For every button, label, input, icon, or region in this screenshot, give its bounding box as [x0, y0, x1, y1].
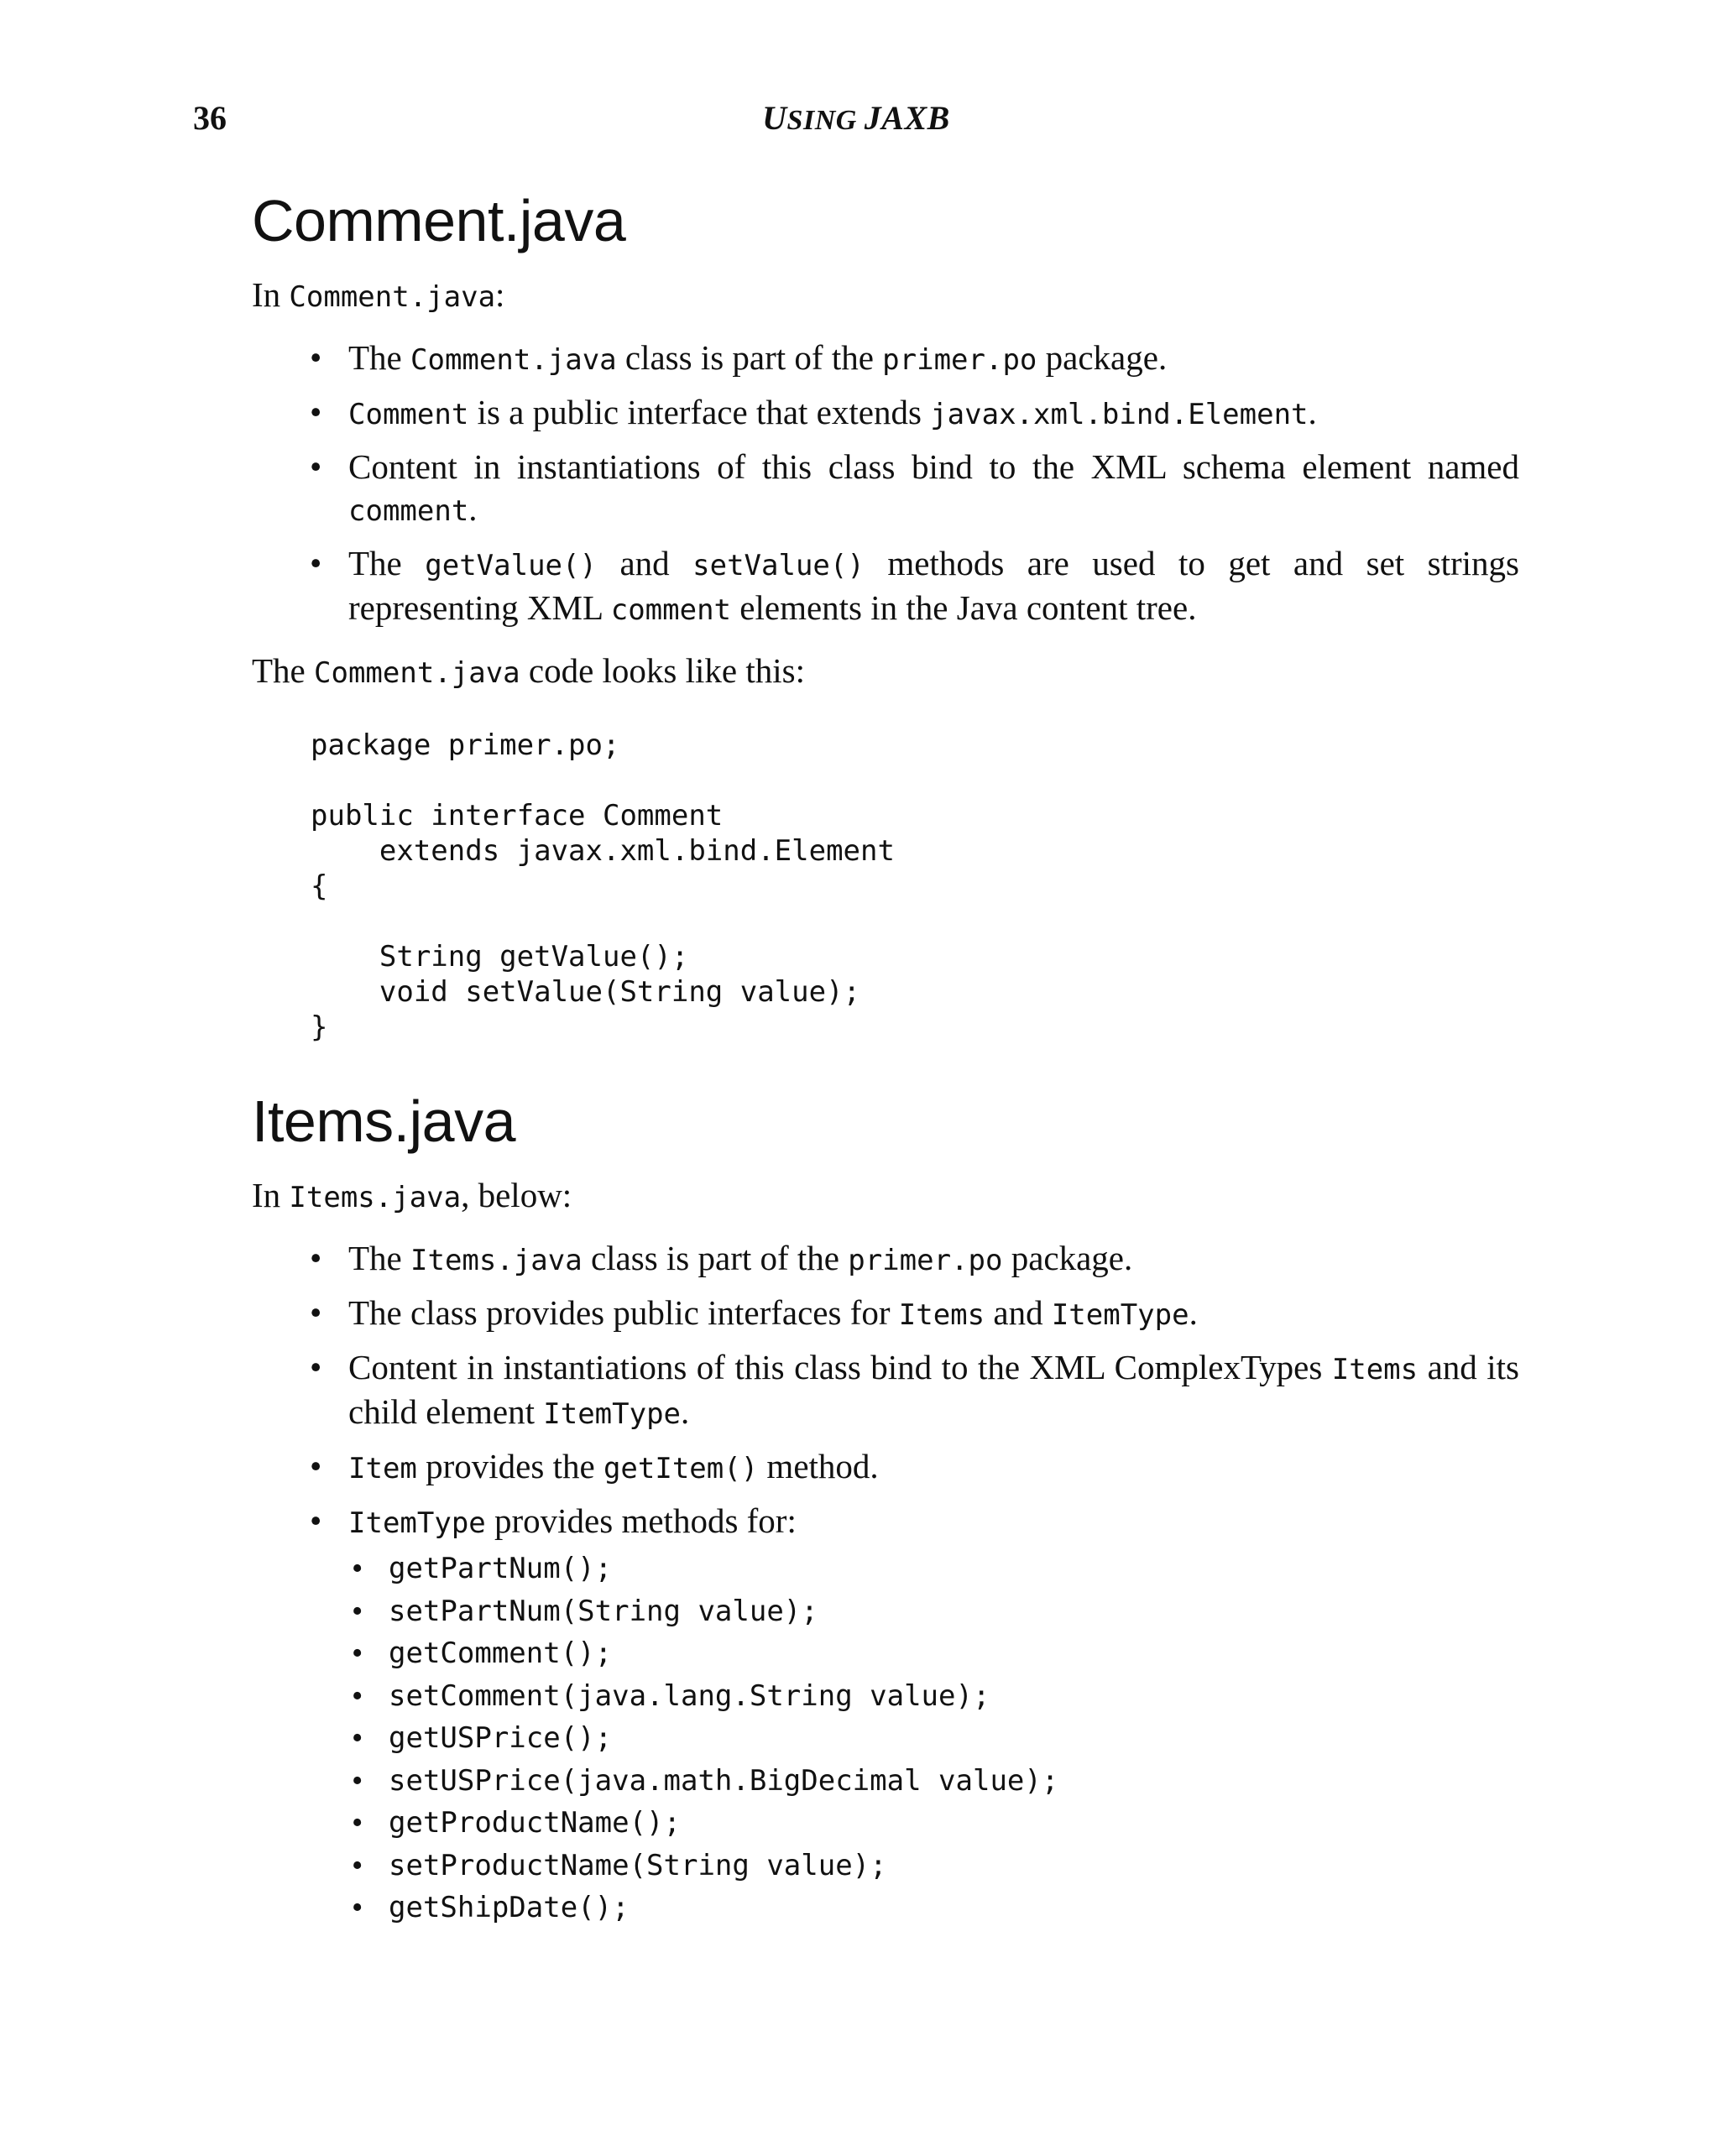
section-title-items: Items.java [252, 1088, 515, 1154]
comment-bullet-list [252, 337, 1519, 631]
method-item: • setComment(java.lang.String value); [389, 1675, 1519, 1718]
running-title: USING JAXB [762, 99, 950, 137]
method-item: • getComment(); [389, 1632, 1519, 1675]
method-item: • setPartNum(String value); [389, 1590, 1519, 1633]
method-item: • setProductName(String value); [389, 1845, 1519, 1887]
list-item: • The Items.java class is part of the primer.po package. [348, 1237, 1519, 1282]
itemtype-methods-list [348, 1548, 1519, 1929]
page-number: 36 [193, 99, 227, 137]
list-item: • Comment is a public interface that extends javax.xml.bind.Element. [348, 391, 1519, 436]
method-item: • getProductName(); [389, 1802, 1519, 1845]
method-item: • getUSPrice(); [389, 1717, 1519, 1760]
comment-code-block: package primer.po; public interface Comment extends javax.xml.bind.Element { String getValue(); void setValue(String value); } [311, 728, 895, 1044]
comment-code-intro: The Comment.java code looks like this: [252, 651, 805, 690]
section-title-comment: Comment.java [252, 188, 626, 253]
list-item: • The class provides public interfaces for Items and ItemType. [348, 1292, 1519, 1336]
list-item: • Content in instantiations of this class bind to the XML ComplexTypes Items and its child element ItemType. [348, 1346, 1519, 1435]
method-item: • getShipDate(); [389, 1887, 1519, 1929]
items-bullet-list [252, 1237, 1519, 1929]
page-content [252, 185, 1519, 1929]
comment-intro-paragraph: In Comment.java: [252, 275, 505, 314]
list-item: • ItemType provides methods for: • getPartNum(); • setPartNum(String value); • getComment(); • setComment(java.lang.String value); • getUSPrice(); • setUSPrice(java.math.BigDecimal value); • getProductName(); • setProductName(String value); • getShipDate(); [348, 1500, 1519, 1929]
running-header [193, 99, 1519, 141]
list-item: • The Comment.java class is part of the primer.po package. [348, 337, 1519, 381]
method-item: • setUSPrice(java.math.BigDecimal value); [389, 1760, 1519, 1803]
list-item: • The getValue() and setValue() methods are used to get and set strings representing XML comment elements in the Java content tree. [348, 542, 1519, 631]
method-item: • getPartNum(); [389, 1548, 1519, 1590]
list-item: • Item provides the getItem() method. [348, 1445, 1519, 1490]
items-intro-paragraph: In Items.java, below: [252, 1176, 572, 1214]
list-item: • Content in instantiations of this class bind to the XML schema element named comment. [348, 446, 1519, 532]
